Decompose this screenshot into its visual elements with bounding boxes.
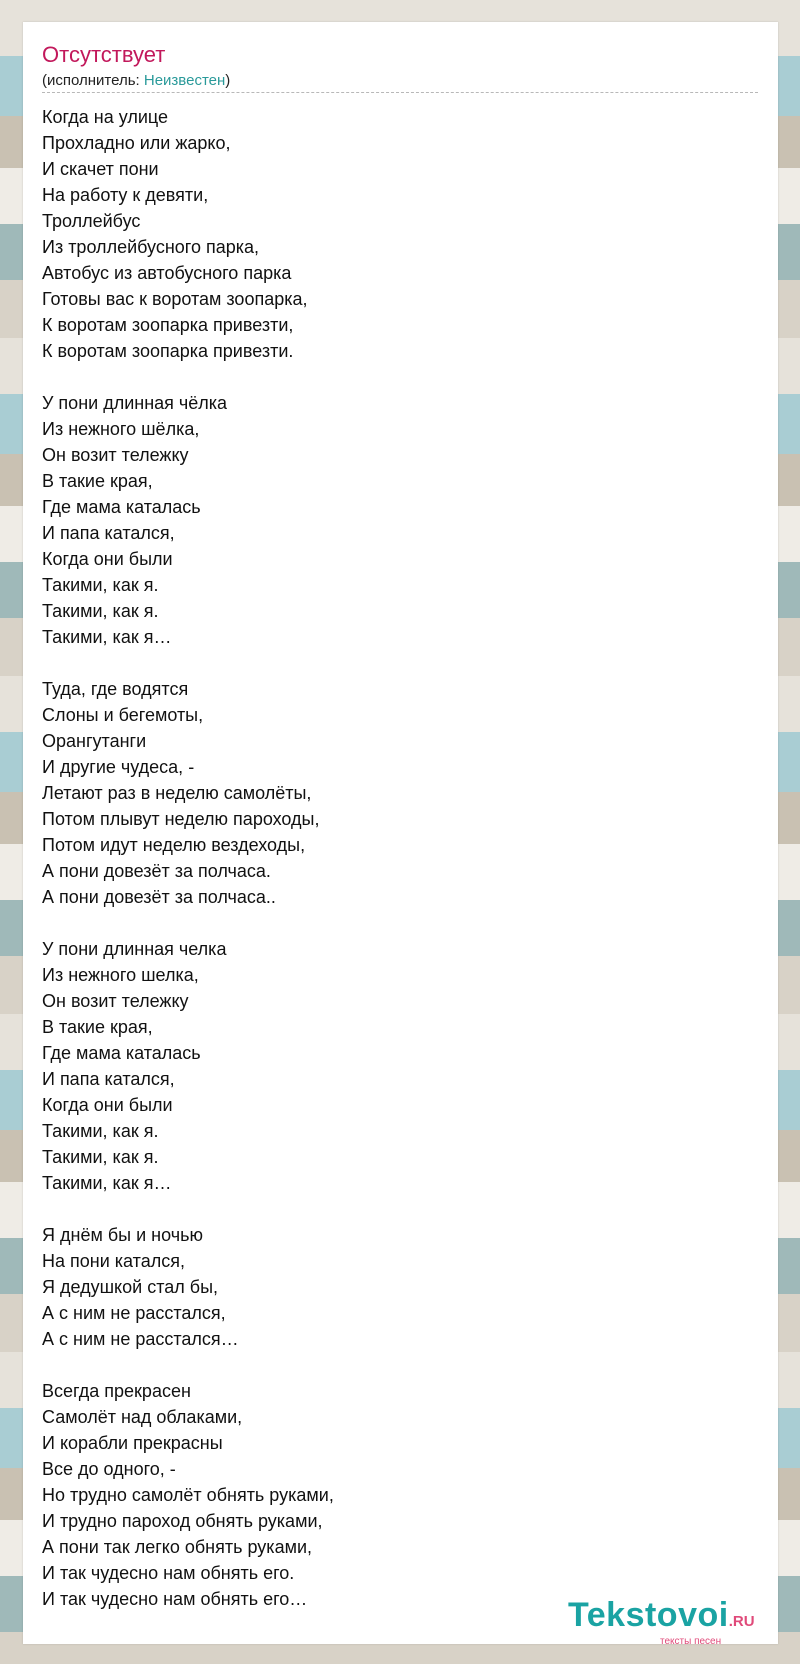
lyric-line: Такими, как я… — [42, 627, 172, 647]
lyric-line: Такими, как я. — [42, 601, 159, 621]
stanza-break — [42, 910, 742, 936]
song-title: Отсутствует — [42, 42, 166, 67]
lyric-line: Он возит тележку — [42, 991, 189, 1011]
lyric-line: А пони довезёт за полчаса. — [42, 861, 271, 881]
lyric-line: И папа катался, — [42, 1069, 175, 1089]
lyric-line: Когда они были — [42, 549, 173, 569]
lyric-line: А пони так легко обнять руками, — [42, 1537, 313, 1557]
lyric-line: Из нежного шёлка, — [42, 419, 200, 439]
lyric-line: На пони катался, — [42, 1251, 185, 1271]
lyric-line: Где мама каталась — [42, 497, 201, 517]
artist-line — [42, 72, 230, 89]
lyric-line: Такими, как я. — [42, 1147, 159, 1167]
logo-tld: .RU — [728, 1613, 755, 1630]
stanza-break — [42, 650, 742, 676]
stanza-break — [42, 1352, 742, 1378]
lyric-line: И скачет пони — [42, 159, 159, 179]
lyric-line: Потом идут неделю вездеходы, — [42, 835, 306, 855]
lyric-line: В такие края, — [42, 471, 153, 491]
lyric-line: Где мама каталась — [42, 1043, 201, 1063]
lyric-line: Все до одного, - — [42, 1459, 176, 1479]
lyric-line: А с ним не расстался, — [42, 1303, 226, 1323]
stanza-break — [42, 1196, 742, 1222]
lyric-line: К воротам зоопарка привезти. — [42, 341, 294, 361]
lyric-line: Самолёт над облаками, — [42, 1407, 243, 1427]
lyric-line: А с ним не расстался… — [42, 1329, 239, 1349]
lyric-line: И так чудесно нам обнять его… — [42, 1589, 308, 1609]
lyric-line: У пони длинная чёлка — [42, 393, 228, 413]
lyric-line: Из троллейбусного парка, — [42, 237, 260, 257]
lyric-line: А пони довезёт за полчаса.. — [42, 887, 276, 907]
lyric-line: Прохладно или жарко, — [42, 133, 231, 153]
lyric-line: Такими, как я. — [42, 575, 159, 595]
lyric-line: Когда они были — [42, 1095, 173, 1115]
lyric-line: Такими, как я… — [42, 1173, 172, 1193]
lyric-line: И папа катался, — [42, 523, 175, 543]
site-logo[interactable] — [568, 1596, 755, 1647]
artist-prefix: (исполнитель: — [42, 72, 144, 89]
lyric-line: Троллейбус — [42, 211, 141, 231]
lyric-line: В такие края, — [42, 1017, 153, 1037]
divider — [42, 92, 758, 93]
artist-link[interactable]: Неизвестен — [143, 72, 226, 89]
lyric-line: Автобус из автобусного парка — [42, 263, 292, 283]
lyric-line: У пони длинная челка — [42, 939, 227, 959]
lyric-line: И другие чудеса, - — [42, 757, 195, 777]
lyric-line: Такими, как я. — [42, 1121, 159, 1141]
logo-name: Tekstovoi — [568, 1596, 729, 1634]
lyric-line: И трудно пароход обнять руками, — [42, 1511, 323, 1531]
lyric-line: И корабли прекрасны — [42, 1433, 223, 1453]
lyric-line: Орангутанги — [42, 731, 147, 751]
lyric-line: Всегда прекрасен — [42, 1381, 191, 1401]
lyric-line: Из нежного шелка, — [42, 965, 199, 985]
artist-suffix: ) — [225, 72, 231, 89]
lyric-line: На работу к девяти, — [42, 185, 209, 205]
lyric-line: И так чудесно нам обнять его. — [42, 1563, 295, 1583]
lyric-line: Я днём бы и ночью — [42, 1225, 203, 1245]
lyric-line: Потом плывут неделю пароходы, — [42, 809, 320, 829]
lyric-line: Я дедушкой стал бы, — [42, 1277, 219, 1297]
lyric-line: Летают раз в неделю самолёты, — [42, 783, 312, 803]
lyric-line: Готовы вас к воротам зоопарка, — [42, 289, 308, 309]
logo-tagline: тексты песен — [660, 1636, 722, 1647]
lyric-line: Но трудно самолёт обнять руками, — [42, 1485, 334, 1505]
lyric-line: Слоны и бегемоты, — [42, 705, 204, 725]
lyric-line: Когда на улице — [42, 107, 168, 127]
stanza-break — [42, 364, 742, 390]
lyrics-body — [42, 104, 742, 1612]
lyric-line: Он возит тележку — [42, 445, 189, 465]
lyric-line: К воротам зоопарка привезти, — [42, 315, 294, 335]
lyric-line: Туда, где водятся — [42, 679, 189, 699]
